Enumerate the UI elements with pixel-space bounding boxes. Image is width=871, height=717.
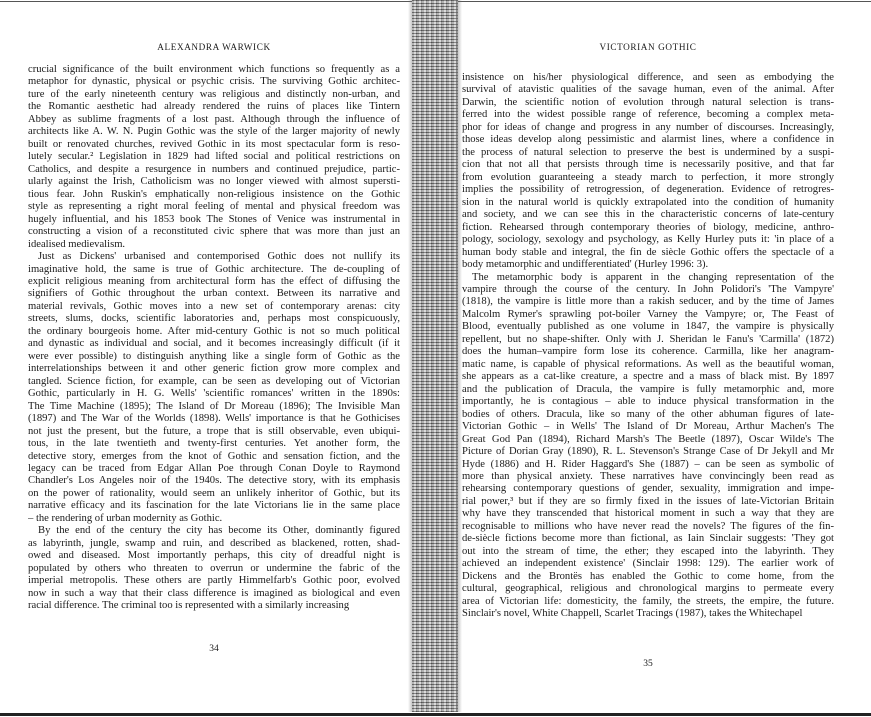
text-line: and the publication of Dracula, the vampire is fully metamorphic and, more [462,383,834,395]
text-line: she appears as a cat-like creature, a spectre and a mass of black mist. By 1897 [462,371,834,383]
text-line: constructing a vision of a reconstituted civic sphere that was more than just an [28,226,400,238]
text-line: matic name, is capable of physical reformations. As well as the beautiful woman, [462,358,834,370]
text-line: The metamorphic body is apparent in the changing representation of the [472,271,834,283]
text-line: now in such a way that their class difference is imagined as biological and even [28,587,400,599]
text-line: Chandler's Los Angeles noir of the 1940s. The detective story, with its emphasis [28,475,400,487]
text-line: material revivals, Gothic moves into a new set of contemporary arenas: city [28,300,400,312]
text-line: fiction. Rehearsed through contemporary theories of biology, medicine, anthro- [462,221,834,233]
text-line: human body stable and integral, the fin de siècle Gothic offers the spectacle of a [462,246,834,258]
text-line: does the human–vampire form lose its coherence. Carmilla, like her anagram- [462,346,834,358]
text-line: as labyrinth, jungle, swamp and ruin, and described as blackened, rotten, shad- [28,537,400,549]
text-line: were ever possible) to distinguish anything like a single form of Gothic as the [28,350,400,362]
book-gutter [412,0,458,712]
running-head-right: VICTORIAN GOTHIC [599,42,697,52]
text-line: more than physical anxiety. These narratives have convincingly been read as [462,471,834,482]
text-line: Victorian Gothic – in Wells' The Island of Dr Moreau, Arthur Machen's The [462,421,834,433]
text-line: out into the stream of time, the ether; they escaped into the labyrinth. They [462,545,834,557]
text-line: achieved an independent existence' (Sinclair 1998: 129). The earlier work of [462,558,834,570]
text-line: streets, slums, docks, scientific laboratories and, perhaps most conspicuously, [28,313,400,325]
text-line: rial power,³ but if they are so firmly fixed in the issues of late-Victorian Britain [462,495,834,507]
text-line: owed and diseased. Most importantly perhaps, this city of dreadful night is [28,550,400,562]
text-line: idealised medievalism. [28,238,126,250]
text-line: signifiers of Gothic throughout the urban context. Between its narrative and [28,288,400,300]
text-line: the ordinary bourgeois home. After mid-century Gothic is not so much political [28,325,400,337]
right-page-body [462,72,834,621]
text-line: ferred into the widest possible range of reference, becoming a complex meta- [462,109,834,121]
text-line: insistence on his/her physiological difference, and seen as embodying the [462,72,834,83]
text-line: interrelationships between it and other generic fiction grow more complex and [28,363,400,375]
text-line: those ideas develop along pessimistic and alarmist lines, where a confidence in [462,134,834,146]
text-line: de-siècle fictions become more than fictional, as Iain Sinclair suggests: 'They got [462,533,834,545]
text-line: area of Victorian life: domesticity, the family, the streets, the empire, the future. [462,595,834,607]
text-line: Abbey as sublime fragments of a lost past. Although through the influence of [28,113,400,125]
text-line: Sinclair's novel, White Chappell, Scarlet Tracings (1987), takes the Whitechapel [462,608,803,620]
text-line: sion in the natural world is quickly extrapolated into the condition of humanity [462,196,834,208]
text-line: Dickens and the Brontës has enabled the Gothic to come home, from the [462,570,834,582]
text-line: pology, sociology, sexology and psychology, as Kelly Hurley puts it: 'in place of a [462,234,834,246]
text-line: The Time Machine (1895); The Island of Dr Moreau (1896); The Invisible Man [28,400,400,412]
text-line: Malcolm Rymer's sprawling pot-boiler Varney the Vampyre; or, The Feast of [462,308,834,320]
text-line: body metamorphic and undifferentiated' (Hurley 1996: 3). [462,259,709,271]
text-line: recognisable to millions who have never read the novels? The figures of the fin- [462,520,834,532]
text-line: Picture of Dorian Gray (1890), R. L. Stevenson's Strange Case of Dr Jekyll and Mr [462,446,834,458]
text-line: Great God Pan (1894), Richard Marsh's The Beetle (1897), Oscar Wilde's The [462,433,834,445]
text-line: detective story, emerges from the knot of Gothic and sensation fiction, and the [28,450,400,462]
text-line: and dynastic as individual and social, and it becomes increasingly difficult (if it [28,338,400,350]
page-number-left: 34 [209,644,219,654]
text-line: Blood, eventually published as one volume in 1847, the vampire is physically [462,321,834,333]
text-line: not just the present, but the future, a trope that is still observable, even ubiqui- [28,425,400,437]
running-head-left: ALEXANDRA WARWICK [157,42,271,52]
text-line: ularly against the Irish, Catholicism was no longer viewed with almost supersti- [28,176,400,188]
text-line: Hyde (1886) and H. Rider Haggard's She (1887) – can be seen as symbolic of [462,458,834,470]
text-line: (1818), the vampire is little more than a rakish seducer, and by the time of James [462,296,834,308]
text-line: legacy can be traced from Edgar Allan Poe through Conan Doyle to Raymond [28,463,400,474]
text-line: By the end of the century the city has become its Other, dominantly figured [38,525,400,537]
text-line: crucial significance of the built environment which functions so frequently as a [28,64,400,75]
text-line: narrative efficacy and its fascination for the late Victorians lie in the same place [28,500,400,512]
text-line: cultural, geographical, religious and chronological margins to permeate every [462,583,834,595]
text-line: Catholics, and despite a resurgence in numbers and continued prejudice, partic- [28,163,400,175]
text-line: imaginative hold, the same is true of Gothic architecture. The de-coupling of [28,263,400,275]
page-number-right: 35 [643,659,653,669]
text-line: repellent, but no shape-shifter. Only with J. Sheridan le Fanu's 'Carmilla' (1872) [462,333,834,345]
text-line: survival of atavistic qualities of the savage human, even of the animal. After [462,84,834,96]
text-line: implies the possibility of retrogression, of degeneration. Evidence of retrogres- [462,184,834,196]
text-line: lutely secular.² Legislation in 1829 had lifted social and political restrictions on [28,151,400,163]
text-line: built or renovated churches, revived Gothic in its most spectacular form is reso- [28,138,400,150]
text-line: Darwin, the scientific notion of evolution through natural selection is trans- [462,96,834,108]
text-line: populated by others who threaten to overrun or undermine the fabric of the [28,562,400,574]
text-line: cion that not all that persists through time is necessarily positive, and that far [462,159,834,171]
text-line: (1897) and The War of the Worlds (1898). Wells' importance is that he Gothicises [28,413,400,425]
text-line: rehearsing contemporary questions of gender, sexuality, immigration and impe- [462,483,834,495]
text-line: the Romantic aesthetic had already rendered the ruins of places like Tintern [28,101,400,113]
text-line: from evolution guaranteeing a steady march to perfection, it more strongly [462,171,834,183]
text-line: explicit religious meaning from architectural form has the effect of diffusing the [28,275,400,287]
text-line: style as representing a right moral feeling of mental and physical freedom was [28,201,400,213]
bottom-rule [0,713,871,716]
text-line: tangled. Science fiction, for example, can be seen as developing out of Victorian [28,375,400,387]
left-page [28,0,400,712]
text-line: Gothic, particularly in H. G. Wells' 'scientific romances' written in the 1890s: [28,388,400,400]
text-line: Just as Dickens' urbanised and contemporised Gothic does not nullify its [38,251,400,263]
right-page [462,0,834,712]
text-line: architects like A. W. N. Pugin Gothic was the style of the larger majority of newly [28,126,400,138]
text-line: the process of natural selection to preserve the best is undermined by a suspi- [462,146,834,158]
text-line: ture of the early nineteenth century was religious and distinctly non-urban, and [28,88,400,100]
text-line: – the rendering of urban modernity as Gothic. [28,512,223,524]
text-line: imperial metropolis. These others are partly Himmelfarb's Gothic poor, evolved [28,575,400,587]
text-line: tous, in the late twentieth and twenty-first centuries. Yet another form, the [28,438,400,450]
text-line: why have they transcended that historical moment in such a way that they are [462,508,834,520]
text-line: vampire through the course of the century. In John Polidori's 'The Vampyre' [462,283,834,295]
text-line: on the power of rationality, would seem an unlikely inheritor of Gothic, but its [28,487,400,499]
text-line: importantly, he is contagious – able to induce physical transformation in the [462,396,834,408]
left-page-body [28,64,400,613]
text-line: tious fear. John Ruskin's emphatically non-religious insistence on the Gothic [28,188,400,200]
text-line: phor for ideas of change and progress in any number of discourses. Increasingly, [462,121,834,133]
text-line: hugely influential, and his 1853 book The Stones of Venice was instrumental in [28,213,400,225]
text-line: racial difference. The criminal too is represented with a similarly increasing [28,600,350,612]
text-line: and society, and we can see this in the characteristic concerns of late-century [462,209,834,221]
text-line: metaphor for dynastic, physical or psychic crisis. The surviving Gothic architec- [28,76,400,88]
text-line: bodies of others. Dracula, like so many of the other abhuman figures of late- [462,408,834,420]
